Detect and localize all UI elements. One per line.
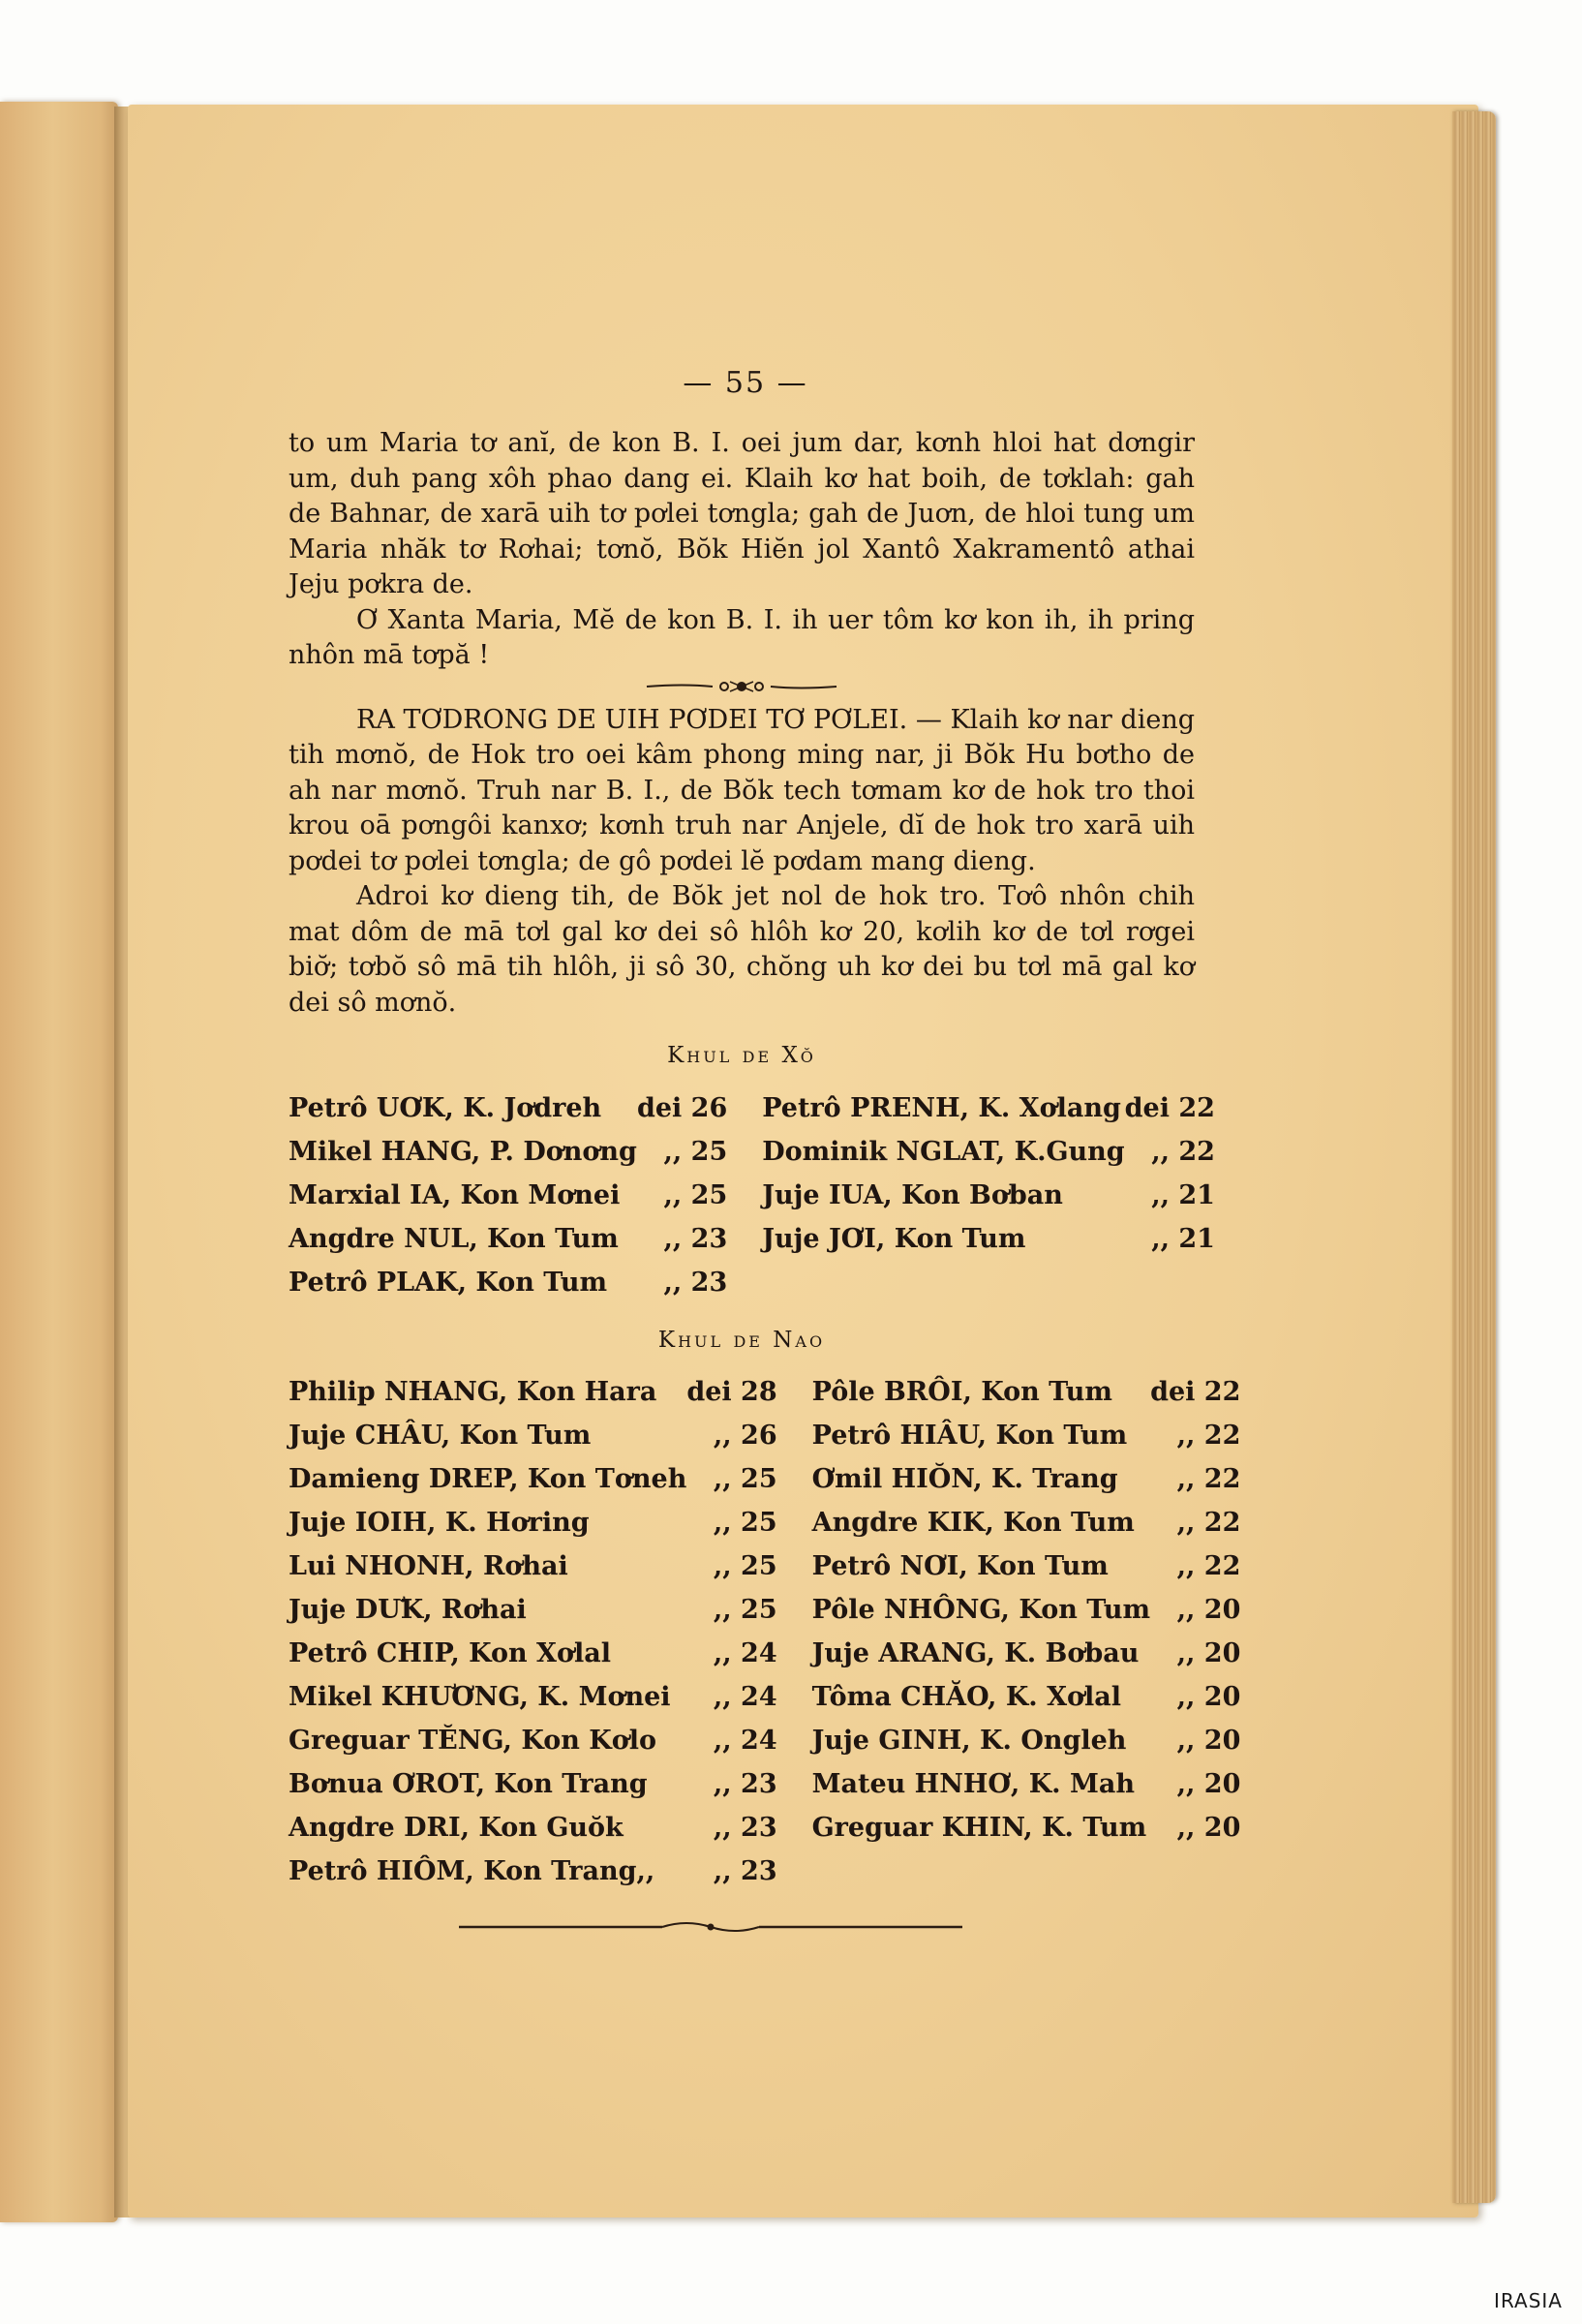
- age-value: ,, 25: [663, 1136, 728, 1167]
- person-name: Angdre NUL, Kon Tum: [289, 1223, 619, 1254]
- roster-nao-row: [289, 1502, 1240, 1545]
- person-name: Angdre KIK, Kon Tum: [811, 1508, 1135, 1539]
- age-value: ,, 20: [1176, 1769, 1241, 1800]
- age-value: ,, 24: [713, 1638, 777, 1669]
- age-value: ,, 25: [713, 1508, 777, 1539]
- paragraph-4: Adroi kơ dieng tih, de Bŏk jet nol de hok tro. Tơô nhôn chih mat dôm de mā tơl gal kơ dei sô hlôh kơ 20, kơlih kơ de tơl rơgei biơ̆; tơbŏ sô mā tih hlôh, ji sô 30, chŏng uh kơ dei bu tơl mā gal kơ dei sô mơnŏ.: [289, 881, 1195, 1018]
- age-value: ,, 20: [1176, 1813, 1241, 1844]
- roster-xo-row: [289, 1218, 1215, 1262]
- age-value: ,, 22: [1176, 1551, 1241, 1582]
- person-name: Petrô HIÔM, Kon Trang,,: [289, 1856, 655, 1887]
- person-name: Juje ARANG, K. Bơbau: [811, 1638, 1140, 1669]
- roster-nao-row: [289, 1763, 1240, 1807]
- age-value: dei 26: [636, 1092, 728, 1123]
- age-value: ,, 20: [1176, 1682, 1241, 1713]
- age-value: ,, 20: [1176, 1638, 1241, 1669]
- person-name: Philip NHANG, Kon Hara: [289, 1377, 657, 1408]
- age-value: ,, 20: [1176, 1595, 1241, 1626]
- roster-xo-row: [289, 1175, 1215, 1218]
- person-name: Juje IOIH, K. Hơring: [289, 1508, 590, 1539]
- roster-nao-row: [289, 1545, 1240, 1589]
- roster-nao-row: [289, 1676, 1240, 1720]
- person-name: Dominik NGLAT, K.Gung: [762, 1136, 1125, 1167]
- roster-table-xo: [289, 1087, 1215, 1305]
- person-name: Petrô CHIP, Kon Xơlal: [289, 1638, 611, 1669]
- ornament-divider: [645, 678, 838, 695]
- roster-nao-row: [289, 1415, 1240, 1458]
- age-value: ,, 25: [713, 1595, 777, 1626]
- person-name: Petrô PLAK, Kon Tum: [289, 1267, 608, 1298]
- roster-nao-row: [289, 1850, 1240, 1894]
- age-value: ,, 22: [1176, 1421, 1241, 1452]
- person-name: [741, 1262, 1124, 1305]
- person-name: Mikel KHƯƠNG, K. Mơnei: [289, 1682, 671, 1713]
- roster-nao-row: [289, 1458, 1240, 1502]
- age-value: ,, 22: [1151, 1136, 1215, 1167]
- person-name: Juje DƯK, Rơhai: [289, 1595, 527, 1626]
- age-value: ,, 24: [713, 1682, 777, 1713]
- page-stack-edge: [1452, 111, 1496, 2203]
- person-name: Marxial IA, Kon Mơnei: [289, 1179, 621, 1210]
- bottom-ornament-rule: [459, 1919, 962, 1935]
- person-name: Greguar KHIN, K. Tum: [811, 1813, 1147, 1844]
- age-value: ,, 23: [713, 1813, 777, 1844]
- age-value: ,, 20: [1176, 1726, 1241, 1757]
- person-name: Ơmil HIŎN, K. Trang: [811, 1464, 1118, 1495]
- age-value: ,, 25: [713, 1551, 777, 1582]
- person-name: Juje IUA, Kon Bơban: [762, 1179, 1063, 1210]
- age-value: ,, 21: [1151, 1179, 1215, 1210]
- age-value: ,, 23: [663, 1267, 728, 1298]
- person-name: Juje JƠI, Kon Tum: [762, 1223, 1026, 1254]
- person-name: Lui NHONH, Rơhai: [289, 1551, 568, 1582]
- person-name: Pôle NHÔNG, Kon Tum: [811, 1595, 1151, 1626]
- roster-xo-row: [289, 1131, 1215, 1175]
- age-value: dei 28: [686, 1377, 777, 1408]
- page-number: — 55 —: [683, 366, 808, 400]
- age-value: dei 22: [1150, 1377, 1241, 1408]
- age-value: ,, 23: [713, 1856, 777, 1887]
- age-value: ,, 25: [663, 1179, 728, 1210]
- roster-xo-row: [289, 1262, 1215, 1305]
- person-name: Mateu HNHƠ, K. Mah: [811, 1769, 1135, 1800]
- age-value: dei 22: [1124, 1092, 1215, 1123]
- person-name: Petrô PRENH, K. Xơlang: [762, 1092, 1121, 1123]
- person-name: Angdre DRI, Kon Guŏk: [289, 1813, 624, 1844]
- age-value: [1150, 1850, 1240, 1894]
- age-value: [1125, 1262, 1215, 1305]
- roster-nao-row: [289, 1589, 1240, 1633]
- person-name: Tôma CHĂO, K. Xơlal: [811, 1682, 1122, 1713]
- paragraph-3: RA TƠDRONG DE UIH PƠDEI TƠ PƠLEI. — Klaih kơ nar dieng tih mơnŏ, de Hok tro oei kâm phong ming nar, ji Bŏk Hu bơtho de ah nar mơnŏ. Truh nar B. I., de Bŏk tech tơmam kơ de hok tro thoi krou oā pơngôi kanxơ; kơnh truh nar Anjele, dĭ de hok tro xarā uih pơdei tơ pơlei tơngla; de gô pơdei lĕ pơdam mang dieng.: [289, 704, 1195, 876]
- page-text: [289, 358, 1241, 1935]
- watermark: IRASIA: [1494, 2289, 1563, 2312]
- person-name: Mikel HANG, P. Dơnơng: [289, 1136, 637, 1167]
- age-value: ,, 22: [1176, 1464, 1241, 1495]
- person-name: Greguar TĔNG, Kon Kơlo: [289, 1726, 656, 1757]
- roster-xo-row: [289, 1087, 1215, 1131]
- left-page-edge: [0, 102, 118, 2222]
- age-value: ,, 23: [663, 1223, 728, 1254]
- person-name: Damieng DREP, Kon Tơneh: [289, 1464, 687, 1495]
- person-name: Juje GINH, K. Ongleh: [811, 1726, 1127, 1757]
- roster-nao-row: [289, 1807, 1240, 1850]
- person-name: Bơnua ƠROT, Kon Trang: [289, 1769, 648, 1800]
- age-value: ,, 23: [713, 1769, 777, 1800]
- section-heading-xo: Khul de Xŏ: [667, 1043, 816, 1068]
- person-name: Pôle BRÔI, Kon Tum: [811, 1377, 1112, 1408]
- paragraph-2: Ơ Xanta Maria, Mĕ de kon B. I. ih uer tôm kơ kon ih, ih pring nhôn mā tơpă !: [289, 604, 1195, 670]
- person-name: Petrô NƠI, Kon Tum: [811, 1551, 1109, 1582]
- person-name: [791, 1850, 1150, 1894]
- age-value: ,, 24: [713, 1726, 777, 1757]
- age-value: ,, 25: [713, 1464, 777, 1495]
- roster-nao-row: [289, 1633, 1240, 1676]
- age-value: ,, 22: [1176, 1508, 1241, 1539]
- person-name: Petrô UƠK, K. Jơdreh: [289, 1092, 602, 1123]
- roster-nao-row: [289, 1720, 1240, 1763]
- roster-nao-row: [289, 1371, 1240, 1415]
- paragraph-1: to um Maria tơ anĭ, de kon B. I. oei jum dar, kơnh hloi hat dơngir um, duh pang xôh phao dang ei. Klaih kơ hat boih, de tơklah: gah de Bahnar, de xarā uih tơ pơlei tơngla; gah de Juơn, de hloi tung um Maria nhăk tơ Rơhai; tơnŏ, Bŏk Hiĕn jol Xantô Xakramentô athai Jeju pơkra de.: [289, 428, 1195, 599]
- roster-table-nao: [289, 1371, 1240, 1894]
- age-value: ,, 21: [1151, 1223, 1215, 1254]
- person-name: Petrô HIÂU, Kon Tum: [811, 1421, 1128, 1452]
- person-name: Juje CHÂU, Kon Tum: [289, 1421, 592, 1452]
- age-value: ,, 26: [713, 1421, 777, 1452]
- section-heading-nao: Khul de Nao: [657, 1327, 826, 1353]
